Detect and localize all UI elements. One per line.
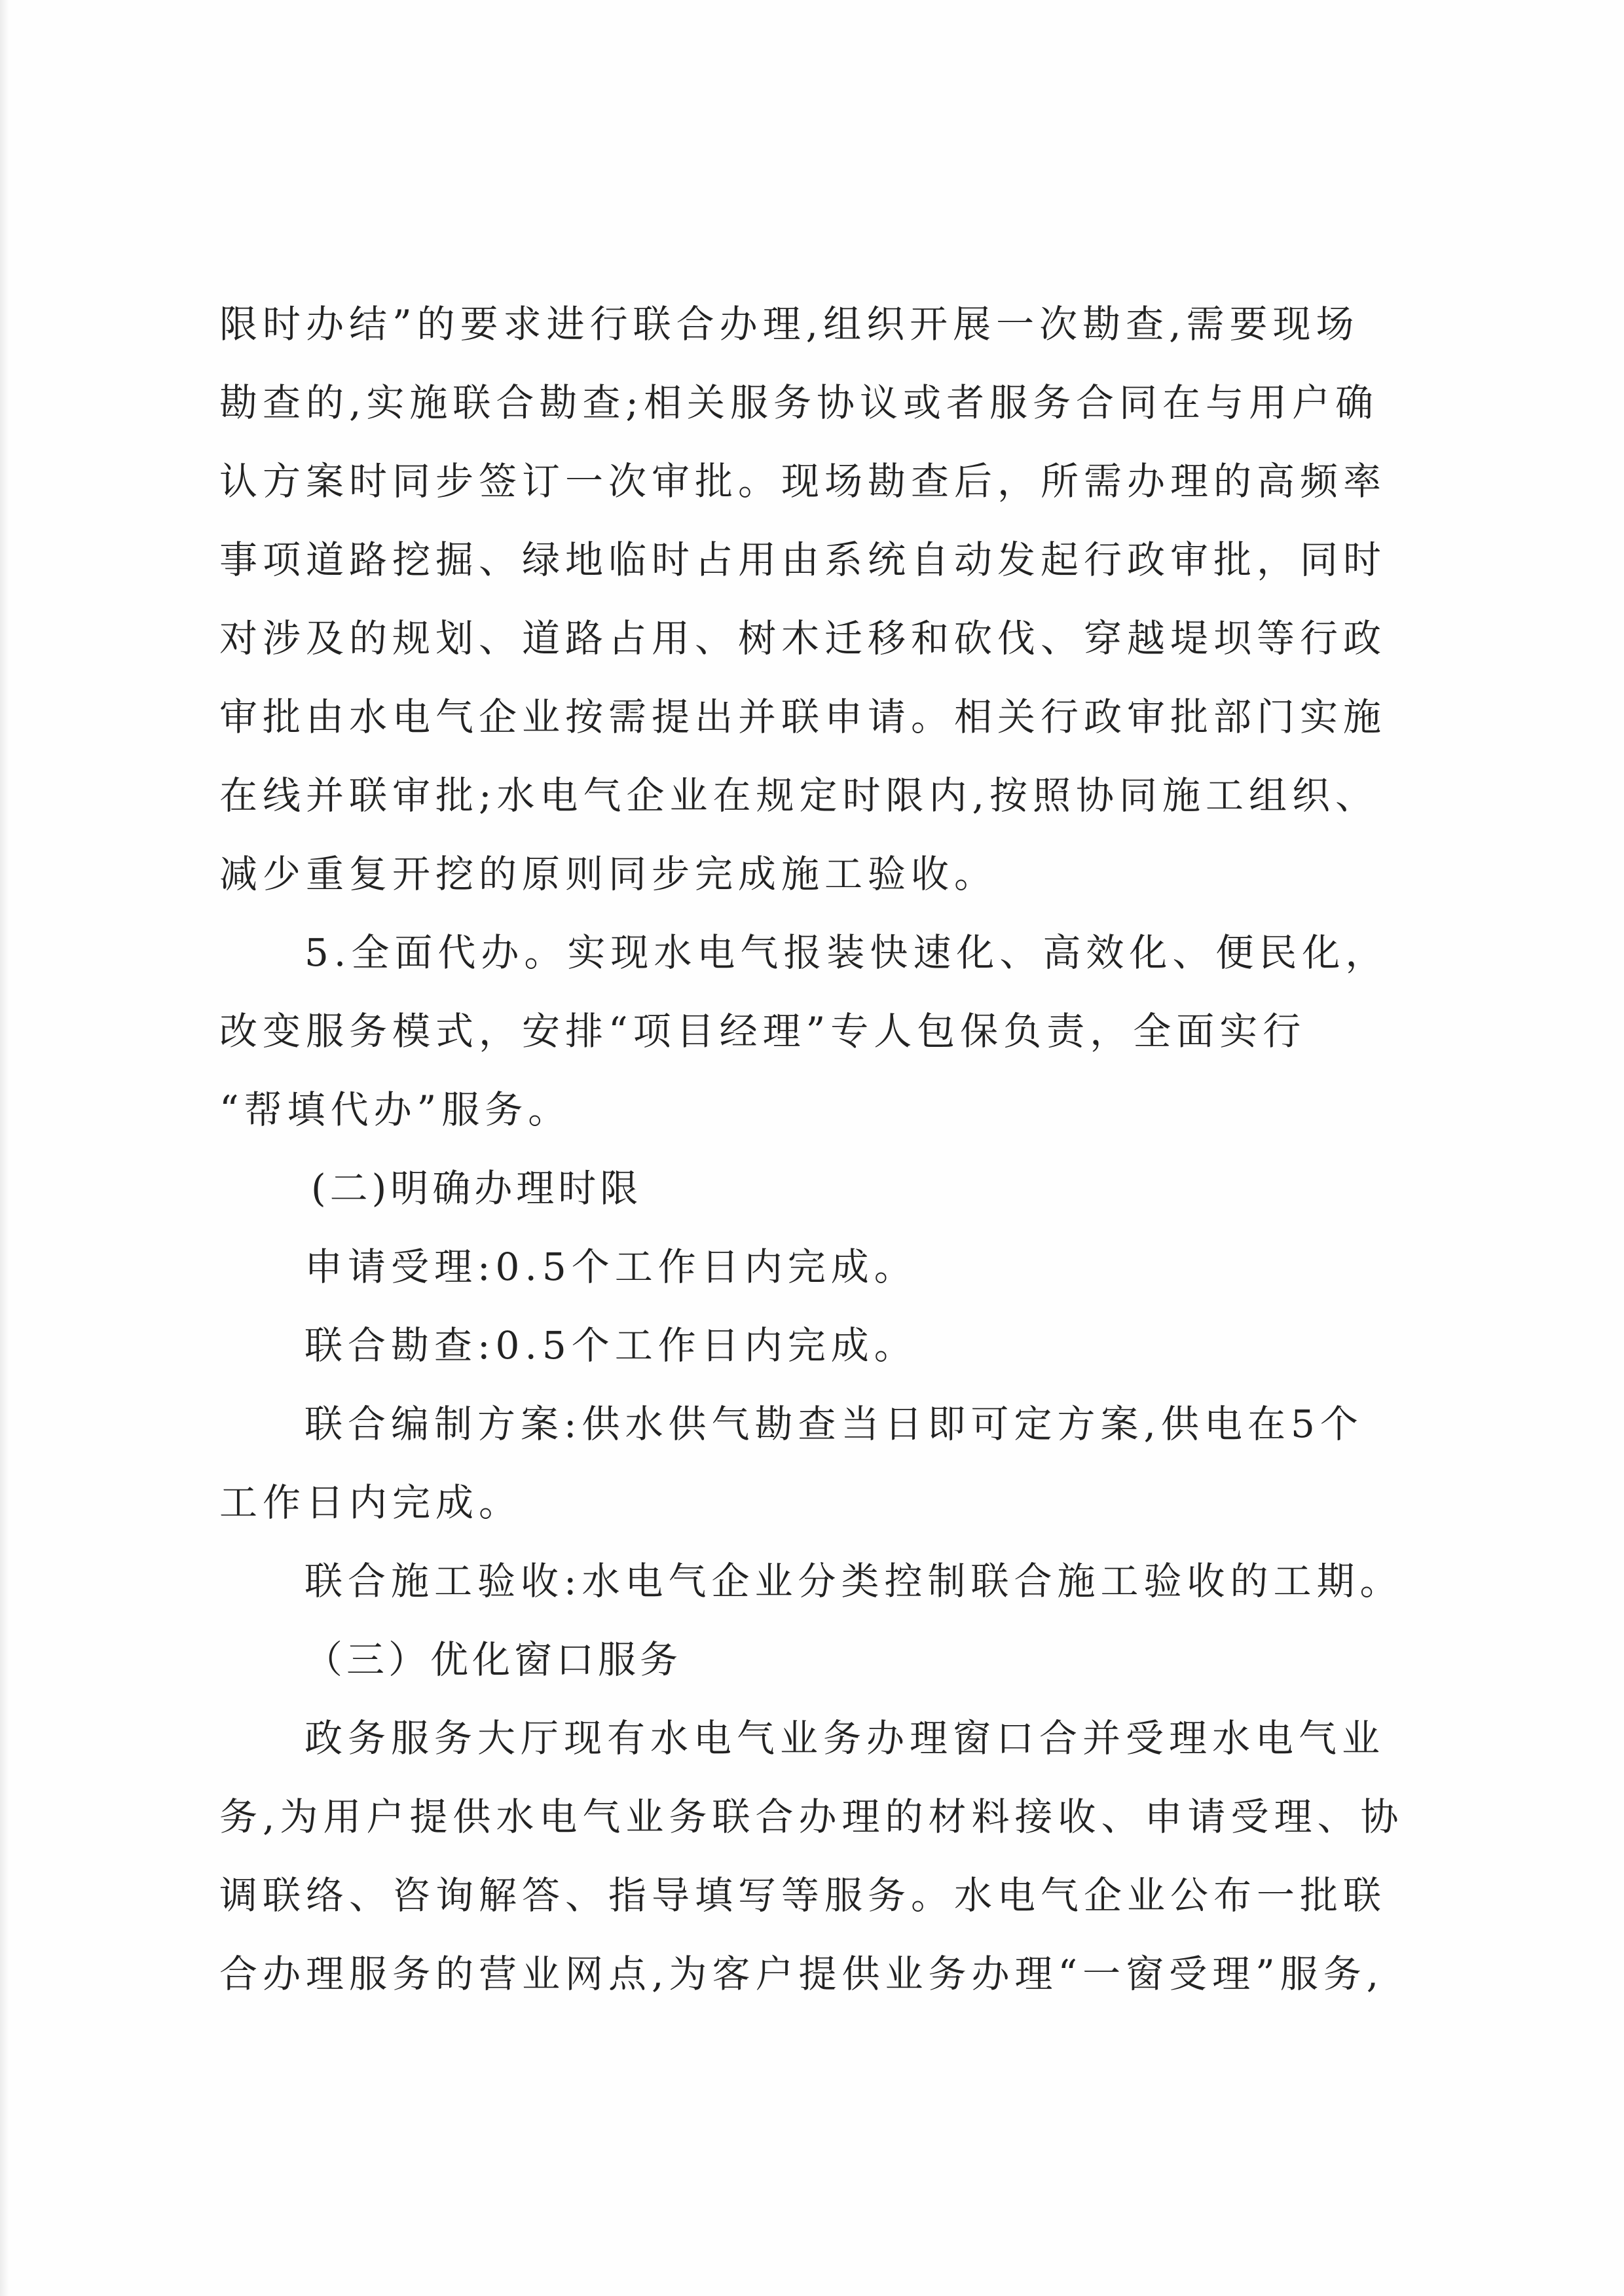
section-heading-2: (二)明确办理时限 [311,1166,642,1211]
paragraph-1-line-5: 对涉及的规划、道路占用、树木迁移和砍伐、穿越堤坝等行政 [219,616,1387,661]
paragraph-3-line-4: 合办理服务的营业网点,为客户提供业务办理“一窗受理”服务, [219,1952,1384,1996]
paragraph-3-line-1: 政务服务大厅现有水电气业务办理窗口合并受理水电气业 [304,1716,1386,1760]
paragraph-1-line-1: 限时办结”的要求进行联合办理,组织开展一次勘查,需要现场 [219,302,1359,346]
paragraph-1-line-7: 在线并联审批;水电气企业在规定时限内,按照协同施工组织、 [219,773,1378,818]
paragraph-1-line-3: 认方案时同步签订一次审批。现场勘查后，所需办理的高频率 [219,459,1387,503]
time-limit-survey: 联合勘查:0.5个工作日内完成。 [304,1323,917,1368]
time-limit-acceptance: 联合施工验收:水电气企业分类控制联合施工验收的工期。 [304,1559,1403,1603]
paragraph-3-line-3: 调联络、咨询解答、指导填写等服务。水电气企业公布一批联 [219,1873,1387,1918]
paragraph-1-line-6: 审批由水电气企业按需提出并联申请。相关行政审批部门实施 [219,695,1387,739]
paragraph-1-line-2: 勘查的,实施联合勘查;相关服务协议或者服务合同在与用户确 [219,380,1378,425]
time-limit-application: 申请受理:0.5个工作日内完成。 [304,1245,917,1289]
paragraph-2-line-3: “帮填代办”服务。 [219,1087,572,1132]
paragraph-3-line-2: 务,为用户提供水电气业务联合办理的材料接收、申请受理、协 [219,1795,1404,1839]
paragraph-2-line-2: 改变服务模式，安排“项目经理”专人包保负责，全面实行 [219,1009,1306,1053]
time-limit-plan-line-2: 工作日内完成。 [219,1480,523,1525]
time-limit-plan-line-1: 联合编制方案:供水供气勘查当日即可定方案,供电在5个 [304,1402,1363,1446]
paragraph-1-line-8: 减少重复开挖的原则同步完成施工验收。 [219,852,998,896]
scan-edge-shadow [0,0,9,2296]
section-heading-3: （三）优化窗口服务 [304,1637,682,1682]
paragraph-1-line-4: 事项道路挖掘、绿地临时占用由系统自动发起行政审批，同时 [219,538,1387,582]
paragraph-2-line-1: 5.全面代办。实现水电气报装快速化、高效化、便民化， [304,930,1389,975]
